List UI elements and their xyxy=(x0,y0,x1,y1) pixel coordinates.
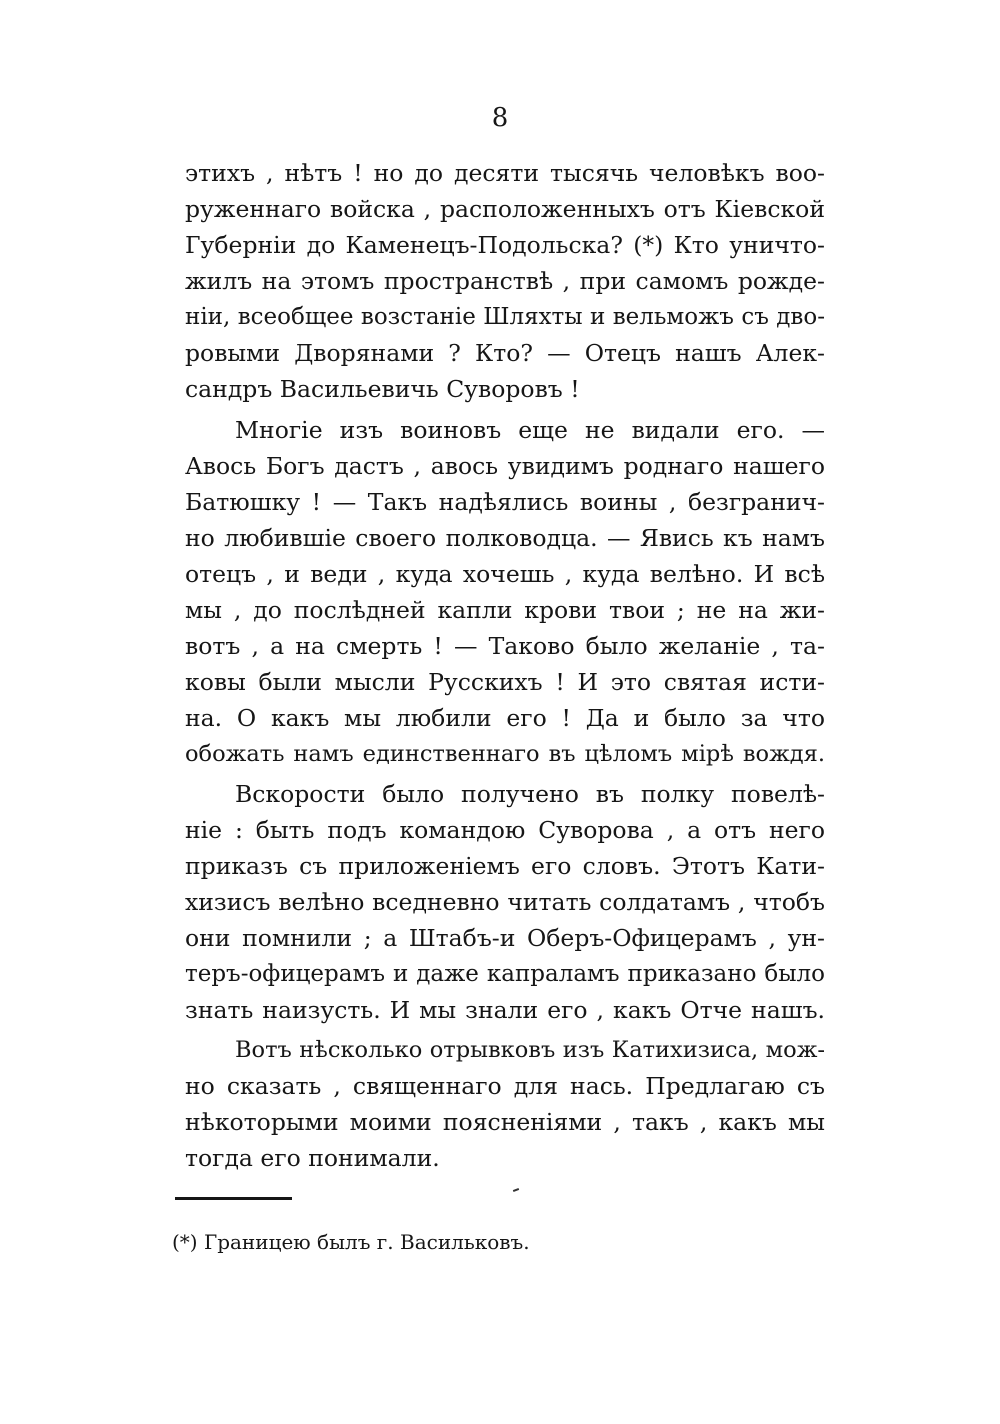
text-line: ровыми Дворянами ? Кто? — Отецъ нашъ Алек- xyxy=(185,339,825,367)
paragraph-2 xyxy=(185,412,825,772)
footnote: (*) Границею былъ г. Васильковъ. xyxy=(172,1230,530,1254)
text-line: отецъ , и веди , куда хочешь , куда велѣно. И всѣ xyxy=(185,560,825,588)
text-line: на. О какъ мы любили его ! Да и было за что xyxy=(185,704,825,732)
text-line: жилъ на этомъ пространствѣ , при самомъ рожде- xyxy=(185,267,825,295)
text-line: сандръ Васильевичь Суворовъ ! xyxy=(185,375,580,403)
text-line: руженнаго войска , расположенныхъ отъ Кіевской xyxy=(185,195,825,223)
text-line: хизисъ велѣно вседневно читать солдатамъ , чтобъ xyxy=(185,888,825,916)
text-line: ніе : быть подъ командою Суворова , а отъ него xyxy=(185,816,825,844)
text-line: Многіе изъ воиновъ еще не видали его. — xyxy=(235,416,825,444)
text-line: тогда его понимали. xyxy=(185,1144,440,1172)
text-line: вотъ , а на смерть ! — Таково было желаніе , та- xyxy=(185,632,825,660)
text-line: этихъ , нѣтъ ! но до десяти тысячь человѣкъ воо- xyxy=(185,159,825,187)
print-speck xyxy=(513,1188,519,1192)
paragraph-3 xyxy=(185,776,825,1028)
text-line: теръ-офицерамъ и даже капраламъ приказано было xyxy=(185,961,825,987)
footnote-divider xyxy=(175,1197,292,1200)
text-line: Вотъ нѣсколько отрывковъ изъ Катихизиса, мож- xyxy=(235,1037,825,1063)
text-line: обожать намъ единственнаго въ цѣломъ мірѣ вождя. xyxy=(185,741,825,767)
text-line: приказъ съ приложеніемъ его словъ. Этотъ Кати- xyxy=(185,852,825,880)
text-line: Авось Богъ дастъ , авось увидимъ роднаго нашего xyxy=(185,452,825,480)
text-line: мы , до послѣдней капли крови твои ; не на жи- xyxy=(185,596,825,624)
text-line: ковы были мысли Русскихъ ! И это святая исти- xyxy=(185,668,825,696)
page-number: 8 xyxy=(491,103,509,133)
text-line: Губерніи до Каменецъ-Подольска? (*) Кто уничто- xyxy=(185,231,825,259)
text-line: Вскорости было получено въ полку повелѣ- xyxy=(235,780,825,808)
text-line: ніи, всеобщее возстаніе Шляхты и вельможъ съ дво- xyxy=(185,304,825,330)
text-line: нѣкоторыми моими поясненіями , такъ , какъ мы xyxy=(185,1108,825,1136)
text-line: но любившіе своего полководца. — Явись къ намъ xyxy=(185,524,825,552)
text-line: они помнили ; а Штабъ-и Оберъ-Офицерамъ , ун- xyxy=(185,924,825,952)
text-line: но сказать , священнаго для нась. Предлагаю съ xyxy=(185,1072,825,1100)
text-line: Батюшку ! — Такъ надѣялись воины , безгранич- xyxy=(185,488,825,516)
paragraph-4 xyxy=(185,1032,825,1176)
text-line: знать наизусть. И мы знали его , какъ Отче нашъ. xyxy=(185,996,825,1024)
paragraph-1 xyxy=(185,155,825,407)
